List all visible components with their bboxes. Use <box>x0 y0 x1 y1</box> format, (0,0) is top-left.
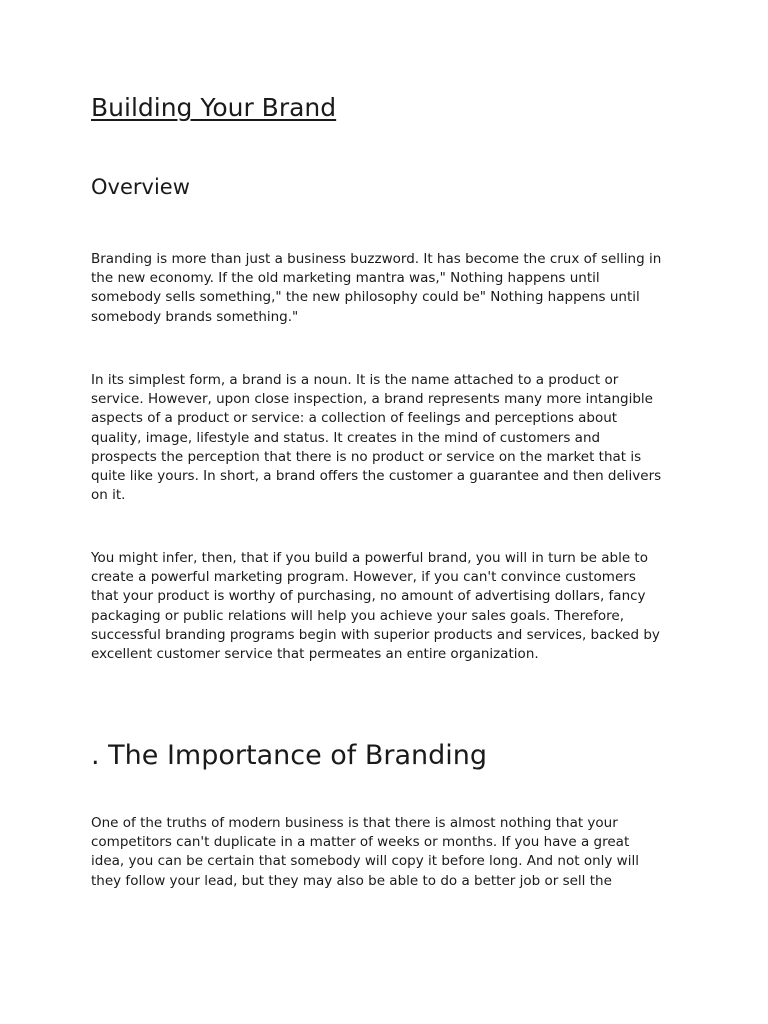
section-heading-importance: . The Importance of Branding <box>91 740 488 771</box>
text-line: they follow your lead, but they may also be able to do a better job or sell the <box>91 872 612 889</box>
text-line: prospects the perception that there is no product or service on the market that is <box>91 448 642 465</box>
text-line: Branding is more than just a business buzzword. It has become the crux of selling in <box>91 251 662 267</box>
paragraph-brand-noun <box>91 371 691 505</box>
text-line: quality, image, lifestyle and status. It creates in the mind of customers and <box>91 429 601 446</box>
text-line: create a powerful marketing program. However, if you can't convince customers <box>91 569 636 586</box>
text-line: on it. <box>91 487 126 504</box>
text-line: somebody brands something." <box>91 308 299 325</box>
text-line: quite like yours. In short, a brand offers the customer a guarantee and then delivers <box>91 468 662 485</box>
text-line: the new economy. If the old marketing mantra was," Nothing happens until <box>91 270 600 287</box>
text-line: successful branding programs begin with superior products and services, backed by <box>91 626 660 643</box>
paragraph-powerful-brand <box>91 549 691 664</box>
document-title: Building Your Brand <box>91 93 337 122</box>
paragraph-branding-buzzword <box>91 250 691 327</box>
text-line: idea, you can be certain that somebody will copy it before long. And not only will <box>91 853 639 870</box>
text-line: somebody sells something," the new philosophy could be" Nothing happens until <box>91 289 640 306</box>
paragraph-modern-business <box>91 814 691 891</box>
text-line: In its simplest form, a brand is a noun. It is the name attached to a product or <box>91 372 619 388</box>
text-line: packaging or public relations will help you achieve your sales goals. Therefore, <box>91 607 625 624</box>
text-line: competitors can't duplicate in a matter of weeks or months. If you have a great <box>91 834 630 851</box>
text-line: service. However, upon close inspection, a brand represents many more intangible <box>91 391 653 408</box>
text-line: that your product is worthy of purchasing, no amount of advertising dollars, fancy <box>91 588 646 605</box>
text-line: You might infer, then, that if you build a powerful brand, you will in turn be able to <box>91 550 648 566</box>
text-line: aspects of a product or service: a collection of feelings and perceptions about <box>91 410 618 427</box>
section-heading-overview: Overview <box>91 175 190 199</box>
text-line: One of the truths of modern business is that there is almost nothing that your <box>91 815 618 831</box>
text-line: excellent customer service that permeates an entire organization. <box>91 646 539 663</box>
